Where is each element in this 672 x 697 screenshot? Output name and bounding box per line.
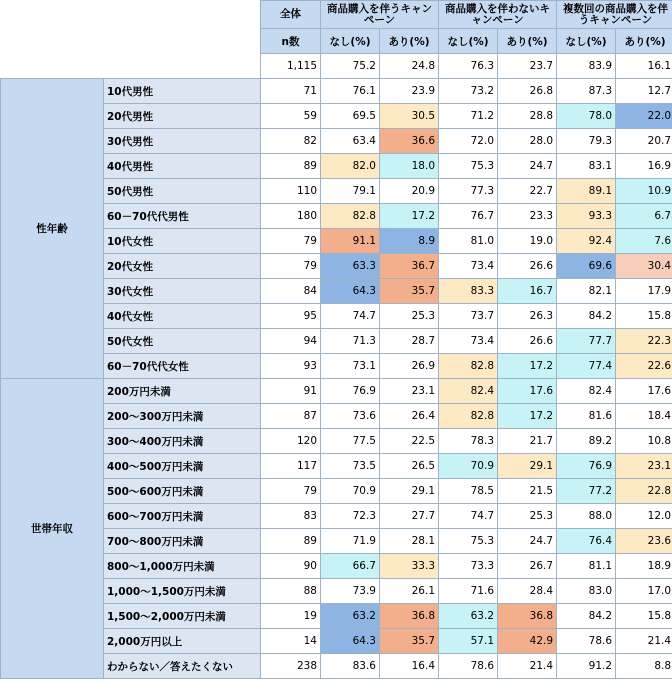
row-n: 59: [261, 104, 321, 129]
value-cell: 26.9: [380, 354, 439, 379]
header-row-sub: [1, 29, 672, 54]
value-cell: 8.8: [616, 654, 672, 679]
value-cell: 89.2: [557, 429, 616, 454]
value-cell: 17.6: [616, 379, 672, 404]
value-cell: 82.0: [321, 154, 380, 179]
value-cell: 73.1: [321, 354, 380, 379]
value-cell: 28.8: [498, 104, 557, 129]
value-cell: 21.4: [498, 654, 557, 679]
row-label: 20代男性: [104, 104, 261, 129]
value-cell: 64.3: [321, 279, 380, 304]
value-cell: 78.0: [557, 104, 616, 129]
value-cell: 70.9: [439, 454, 498, 479]
value-cell: 69.6: [557, 254, 616, 279]
value-cell: 18.9: [616, 554, 672, 579]
value-cell: 36.8: [498, 604, 557, 629]
value-cell: 75.3: [439, 154, 498, 179]
value-cell: 19.0: [498, 229, 557, 254]
value-cell: 76.7: [439, 204, 498, 229]
row-label: 50代男性: [104, 179, 261, 204]
row-n: 238: [261, 654, 321, 679]
value-cell: 64.3: [321, 629, 380, 654]
value-cell: 17.0: [616, 579, 672, 604]
value-cell: 17.2: [498, 404, 557, 429]
value-cell: 25.3: [380, 304, 439, 329]
row-n: 90: [261, 554, 321, 579]
value-cell: 78.3: [439, 429, 498, 454]
value-cell: 28.7: [380, 329, 439, 354]
value-cell: 22.8: [616, 479, 672, 504]
row-n: 120: [261, 429, 321, 454]
row-label: 60－70代代男性: [104, 204, 261, 229]
value-cell: 10.8: [616, 429, 672, 454]
value-cell: 73.4: [439, 329, 498, 354]
value-cell: 91.1: [321, 229, 380, 254]
row-label: 40代女性: [104, 304, 261, 329]
value-cell: 79.1: [321, 179, 380, 204]
value-cell: 17.2: [380, 204, 439, 229]
row-n: 91: [261, 379, 321, 404]
row-n: 93: [261, 354, 321, 379]
value-cell: 73.7: [439, 304, 498, 329]
value-cell: 12.0: [616, 504, 672, 529]
value-cell: 81.1: [557, 554, 616, 579]
row-n: 82: [261, 129, 321, 154]
row-n: 88: [261, 579, 321, 604]
value-cell: 78.6: [439, 654, 498, 679]
row-label: 30代男性: [104, 129, 261, 154]
header-sub-6: あり(%): [616, 29, 672, 54]
row-n: 89: [261, 529, 321, 554]
value-cell: 23.6: [616, 529, 672, 554]
value-cell: 26.8: [498, 79, 557, 104]
value-cell: 26.7: [498, 554, 557, 579]
value-cell: 82.1: [557, 279, 616, 304]
value-cell: 71.2: [439, 104, 498, 129]
value-cell: 87.3: [557, 79, 616, 104]
row-label: 700～800万円未満: [104, 529, 261, 554]
value-cell: 78.5: [439, 479, 498, 504]
header-sub-4: あり(%): [498, 29, 557, 54]
value-cell: 36.8: [380, 604, 439, 629]
row-label: 400～500万円未満: [104, 454, 261, 479]
row-n: 95: [261, 304, 321, 329]
header-sub-1: なし(%): [321, 29, 380, 54]
row-label: 200万円未満: [104, 379, 261, 404]
value-cell: 81.6: [557, 404, 616, 429]
value-cell: 92.4: [557, 229, 616, 254]
total-blank: [1, 54, 261, 79]
value-cell: 22.3: [616, 329, 672, 354]
row-n: 89: [261, 154, 321, 179]
value-cell: 35.7: [380, 279, 439, 304]
value-cell: 76.9: [321, 379, 380, 404]
value-cell: 22.6: [616, 354, 672, 379]
value-cell: 83.1: [557, 154, 616, 179]
row-n: 79: [261, 229, 321, 254]
value-cell: 81.0: [439, 229, 498, 254]
value-cell: 82.8: [439, 404, 498, 429]
value-cell: 20.9: [380, 179, 439, 204]
value-cell: 76.9: [557, 454, 616, 479]
value-cell: 73.5: [321, 454, 380, 479]
header-overall: 全体: [261, 1, 321, 29]
value-cell: 71.9: [321, 529, 380, 554]
row-n: 83: [261, 504, 321, 529]
row-label: 200～300万円未満: [104, 404, 261, 429]
value-cell: 70.9: [321, 479, 380, 504]
row-label: 800～1,000万円未満: [104, 554, 261, 579]
value-cell: 72.3: [321, 504, 380, 529]
value-cell: 26.5: [380, 454, 439, 479]
row-n: 117: [261, 454, 321, 479]
total-value: 75.2: [321, 54, 380, 79]
value-cell: 21.5: [498, 479, 557, 504]
row-label: 600～700万円未満: [104, 504, 261, 529]
value-cell: 63.3: [321, 254, 380, 279]
value-cell: 16.9: [616, 154, 672, 179]
header-group-1: 商品購入を伴うキャンペーン: [321, 1, 439, 29]
table-body: [1, 79, 672, 679]
row-label: 50代女性: [104, 329, 261, 354]
value-cell: 23.3: [498, 204, 557, 229]
value-cell: 82.8: [321, 204, 380, 229]
total-value: 83.9: [557, 54, 616, 79]
value-cell: 21.4: [616, 629, 672, 654]
header-blank-2: [1, 29, 261, 54]
total-value: 76.3: [439, 54, 498, 79]
value-cell: 77.2: [557, 479, 616, 504]
total-value: 24.8: [380, 54, 439, 79]
value-cell: 89.1: [557, 179, 616, 204]
value-cell: 23.1: [616, 454, 672, 479]
value-cell: 74.7: [321, 304, 380, 329]
value-cell: 15.8: [616, 304, 672, 329]
value-cell: 30.5: [380, 104, 439, 129]
value-cell: 23.1: [380, 379, 439, 404]
table-row: [1, 379, 672, 404]
value-cell: 71.6: [439, 579, 498, 604]
value-cell: 84.2: [557, 604, 616, 629]
value-cell: 73.9: [321, 579, 380, 604]
row-label: 1,000～1,500万円未満: [104, 579, 261, 604]
value-cell: 83.0: [557, 579, 616, 604]
value-cell: 82.8: [439, 354, 498, 379]
value-cell: 24.7: [498, 529, 557, 554]
value-cell: 17.6: [498, 379, 557, 404]
value-cell: 15.8: [616, 604, 672, 629]
value-cell: 6.7: [616, 204, 672, 229]
value-cell: 22.0: [616, 104, 672, 129]
value-cell: 71.3: [321, 329, 380, 354]
value-cell: 29.1: [498, 454, 557, 479]
value-cell: 26.6: [498, 329, 557, 354]
row-label: 60－70代代女性: [104, 354, 261, 379]
section-label: 世帯年収: [1, 379, 104, 679]
value-cell: 63.2: [439, 604, 498, 629]
row-label: 20代女性: [104, 254, 261, 279]
row-n: 180: [261, 204, 321, 229]
value-cell: 36.7: [380, 254, 439, 279]
value-cell: 79.3: [557, 129, 616, 154]
value-cell: 73.4: [439, 254, 498, 279]
row-n: 79: [261, 479, 321, 504]
value-cell: 75.3: [439, 529, 498, 554]
value-cell: 66.7: [321, 554, 380, 579]
row-label: 10代男性: [104, 79, 261, 104]
value-cell: 42.9: [498, 629, 557, 654]
section-label: 性年齢: [1, 79, 104, 379]
value-cell: 22.7: [498, 179, 557, 204]
row-label: わからない／答えたくない: [104, 654, 261, 679]
value-cell: 73.3: [439, 554, 498, 579]
row-label: 30代女性: [104, 279, 261, 304]
value-cell: 28.0: [498, 129, 557, 154]
row-label: 1,500～2,000万円未満: [104, 604, 261, 629]
value-cell: 57.1: [439, 629, 498, 654]
value-cell: 24.7: [498, 154, 557, 179]
value-cell: 91.2: [557, 654, 616, 679]
value-cell: 83.3: [439, 279, 498, 304]
header-row-groups: [1, 1, 672, 29]
header-n: n数: [261, 29, 321, 54]
value-cell: 16.4: [380, 654, 439, 679]
total-row: [1, 54, 672, 79]
header-blank: [1, 1, 261, 29]
value-cell: 33.3: [380, 554, 439, 579]
value-cell: 27.7: [380, 504, 439, 529]
value-cell: 88.0: [557, 504, 616, 529]
value-cell: 10.9: [616, 179, 672, 204]
header-sub-3: なし(%): [439, 29, 498, 54]
value-cell: 36.6: [380, 129, 439, 154]
row-label: 2,000万円以上: [104, 629, 261, 654]
value-cell: 84.2: [557, 304, 616, 329]
value-cell: 78.6: [557, 629, 616, 654]
row-n: 110: [261, 179, 321, 204]
value-cell: 23.9: [380, 79, 439, 104]
value-cell: 22.5: [380, 429, 439, 454]
value-cell: 30.4: [616, 254, 672, 279]
header-group-3: 複数回の商品購入を伴うキャンペーン: [557, 1, 672, 29]
row-label: 10代女性: [104, 229, 261, 254]
value-cell: 26.1: [380, 579, 439, 604]
value-cell: 69.5: [321, 104, 380, 129]
value-cell: 63.4: [321, 129, 380, 154]
header-sub-5: なし(%): [557, 29, 616, 54]
row-label: 40代男性: [104, 154, 261, 179]
value-cell: 93.3: [557, 204, 616, 229]
value-cell: 35.7: [380, 629, 439, 654]
value-cell: 17.9: [616, 279, 672, 304]
row-n: 94: [261, 329, 321, 354]
header-group-2: 商品購入を伴わないキャンペーン: [439, 1, 557, 29]
value-cell: 7.6: [616, 229, 672, 254]
value-cell: 82.4: [439, 379, 498, 404]
value-cell: 25.3: [498, 504, 557, 529]
value-cell: 76.1: [321, 79, 380, 104]
total-n: 1,115: [261, 54, 321, 79]
value-cell: 77.7: [557, 329, 616, 354]
value-cell: 8.9: [380, 229, 439, 254]
header-sub-2: あり(%): [380, 29, 439, 54]
row-n: 79: [261, 254, 321, 279]
value-cell: 28.1: [380, 529, 439, 554]
row-n: 71: [261, 79, 321, 104]
total-value: 23.7: [498, 54, 557, 79]
value-cell: 77.5: [321, 429, 380, 454]
value-cell: 16.7: [498, 279, 557, 304]
value-cell: 73.6: [321, 404, 380, 429]
total-value: 16.1: [616, 54, 672, 79]
value-cell: 12.7: [616, 79, 672, 104]
row-n: 84: [261, 279, 321, 304]
value-cell: 82.4: [557, 379, 616, 404]
value-cell: 26.3: [498, 304, 557, 329]
row-n: 19: [261, 604, 321, 629]
row-n: 87: [261, 404, 321, 429]
value-cell: 26.4: [380, 404, 439, 429]
value-cell: 20.7: [616, 129, 672, 154]
value-cell: 18.0: [380, 154, 439, 179]
value-cell: 18.4: [616, 404, 672, 429]
value-cell: 28.4: [498, 579, 557, 604]
value-cell: 77.4: [557, 354, 616, 379]
row-label: 300～400万円未満: [104, 429, 261, 454]
value-cell: 26.6: [498, 254, 557, 279]
value-cell: 77.3: [439, 179, 498, 204]
value-cell: 83.6: [321, 654, 380, 679]
value-cell: 74.7: [439, 504, 498, 529]
table-row: [1, 79, 672, 104]
value-cell: 76.4: [557, 529, 616, 554]
value-cell: 29.1: [380, 479, 439, 504]
value-cell: 17.2: [498, 354, 557, 379]
row-n: 14: [261, 629, 321, 654]
value-cell: 72.0: [439, 129, 498, 154]
value-cell: 21.7: [498, 429, 557, 454]
row-label: 500～600万円未満: [104, 479, 261, 504]
value-cell: 63.2: [321, 604, 380, 629]
value-cell: 73.2: [439, 79, 498, 104]
